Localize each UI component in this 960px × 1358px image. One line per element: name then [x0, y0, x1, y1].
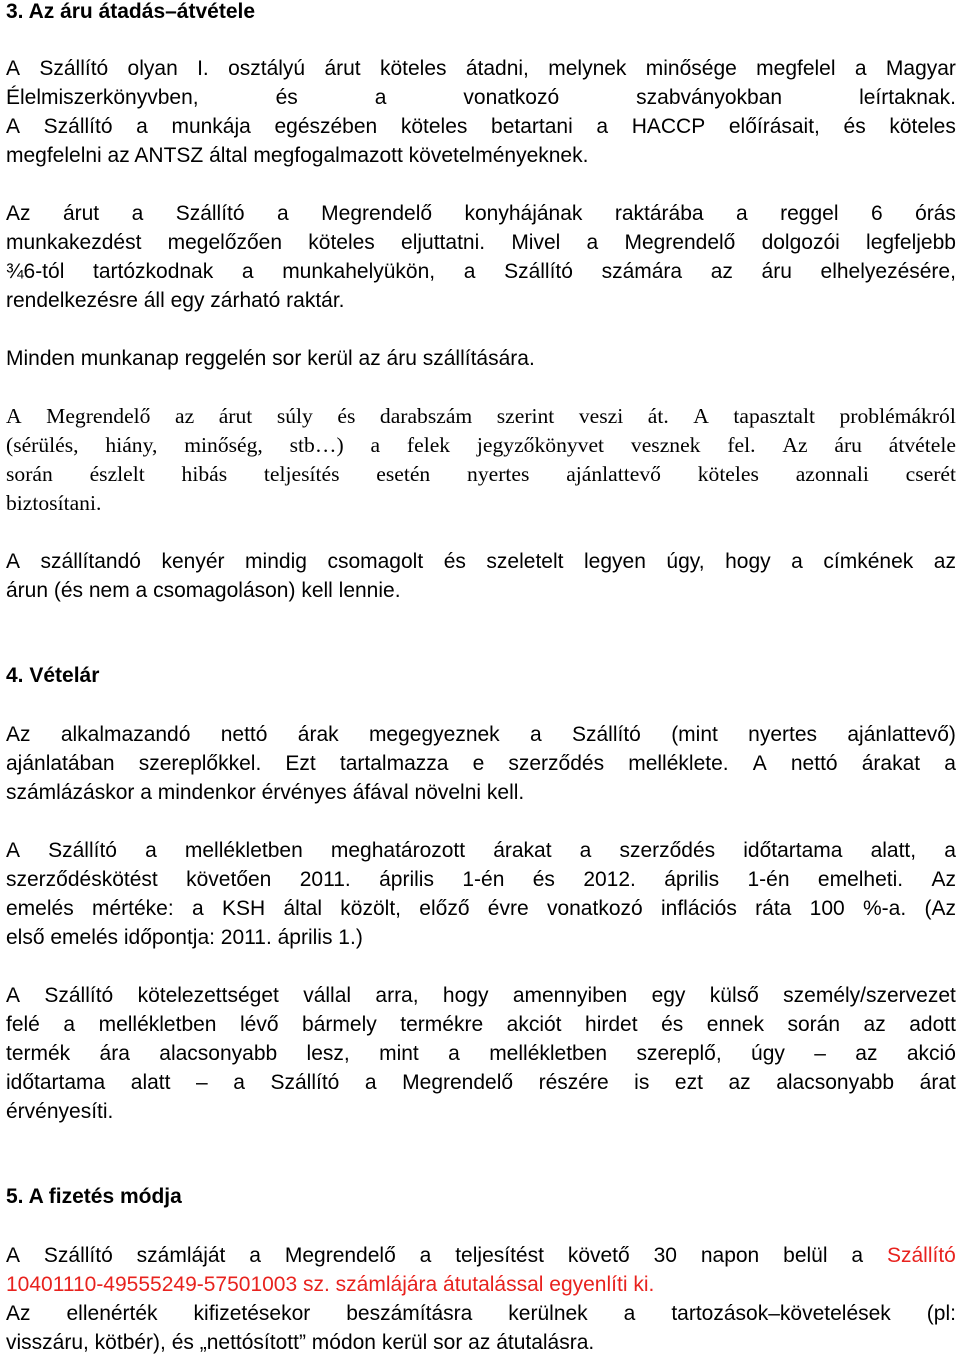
paragraph-line: munkakezdést megelőzően köteles eljuttatni. Mivel a Megrendelő dolgozói legfeljebb [6, 231, 956, 254]
section-heading: 5. A fizetés módja [6, 1185, 182, 1208]
paragraph-line: Élelmiszerkönyvben, és a vonatkozó szabványokban leírtaknak. [6, 86, 956, 109]
paragraph-line: biztosítani. [6, 491, 102, 515]
paragraph-line: érvényesíti. [6, 1100, 114, 1123]
payment-line: Az ellenérték kifizetésekor beszámításra kerülnek a tartozások–követelések (pl: [6, 1302, 956, 1325]
paragraph-line: szerződéskötést követően 2011. április 1-én és 2012. április 1-én emelheti. Az [6, 868, 956, 891]
paragraph-line: (sérülés, hiány, minőség, stb…) a felek jegyzőkönyvet vesznek fel. Az áru átvétele [6, 433, 956, 457]
paragraph-line: A Szállító a mellékletben meghatározott árakat a szerződés időtartama alatt, a [6, 839, 956, 862]
paragraph-line: számlázáskor a mindenkor érvényes áfával növelni kell. [6, 781, 525, 804]
section-heading: 3. Az áru átadás–átvétele [6, 0, 256, 23]
paragraph-line: A szállítandó kenyér mindig csomagolt és szeletelt legyen úgy, hogy a címkének az [6, 550, 956, 573]
paragraph-line: ¾6-tól tartózkodnak a munkahelyükön, a Szállító számára az áru elhelyezésére, [6, 260, 956, 283]
paragraph-line: első emelés időpontja: 2011. április 1.) [6, 926, 363, 949]
paragraph-line: rendelkezésre áll egy zárható raktár. [6, 289, 345, 312]
paragraph-line: A Szállító kötelezettséget vállal arra, hogy amennyiben egy külső személy/szervezet [6, 984, 956, 1007]
paragraph-line: Minden munkanap reggelén sor kerül az áru szállítására. [6, 347, 535, 370]
paragraph-line: árun (és nem a csomagoláson) kell lennie. [6, 579, 401, 602]
paragraph-line: emelés mértéke: a KSH által közölt, előző évre vonatkozó inflációs ráta 100 %-a. (Az [6, 897, 956, 920]
paragraph-line: megfelelni az ANTSZ által megfogalmazott követelményeknek. [6, 144, 589, 167]
paragraph-line: felé a mellékletben lévő bármely termékre akciót hirdet és ennek során az adott [6, 1013, 956, 1036]
section-heading: 4. Vételár [6, 664, 100, 687]
paragraph-line: A Szállító a munkája egészében köteles betartani a HACCP előírásait, és köteles [6, 115, 956, 138]
paragraph-line: A Szállító olyan I. osztályú árut köteles átadni, melynek minősége megfelel a Magyar [6, 57, 956, 80]
paragraph-line: Az árut a Szállító a Megrendelő konyhájának raktárába a reggel 6 órás [6, 202, 956, 225]
paragraph-line: során észlelt hibás teljesítés esetén nyertes ajánlattevő köteles azonnali cserét [6, 462, 956, 486]
payment-line: A Szállító számláját a Megrendelő a teljesítést követő 30 napon belül a Szállító [6, 1241, 956, 1270]
highlighted-account-text: Szállító [886, 1244, 956, 1267]
highlighted-account-text: 10401110-49555249-57501003 sz. számlájára átutalással egyenlíti ki. [6, 1273, 655, 1296]
paragraph-line: időtartama alatt – a Szállító a Megrendelő részére is ezt az alacsonyabb árat [6, 1071, 956, 1094]
paragraph-line: A Megrendelő az árut súly és darabszám szerint veszi át. A tapasztalt problémákról [6, 404, 956, 428]
paragraph-line: Az alkalmazandó nettó árak megegyeznek a Szállító (mint nyertes ajánlattevő) [6, 723, 956, 746]
paragraph-line: ajánlatában szereplőkkel. Ezt tartalmazza e szerződés melléklete. A nettó árakat a [6, 752, 956, 775]
paragraph-line: termék ára alacsonyabb lesz, mint a mellékletben szereplő, úgy – az akció [6, 1042, 956, 1065]
payment-line: visszáru, kötbér), és „nettósított” módon kerül sor az átutalásra. [6, 1331, 595, 1354]
